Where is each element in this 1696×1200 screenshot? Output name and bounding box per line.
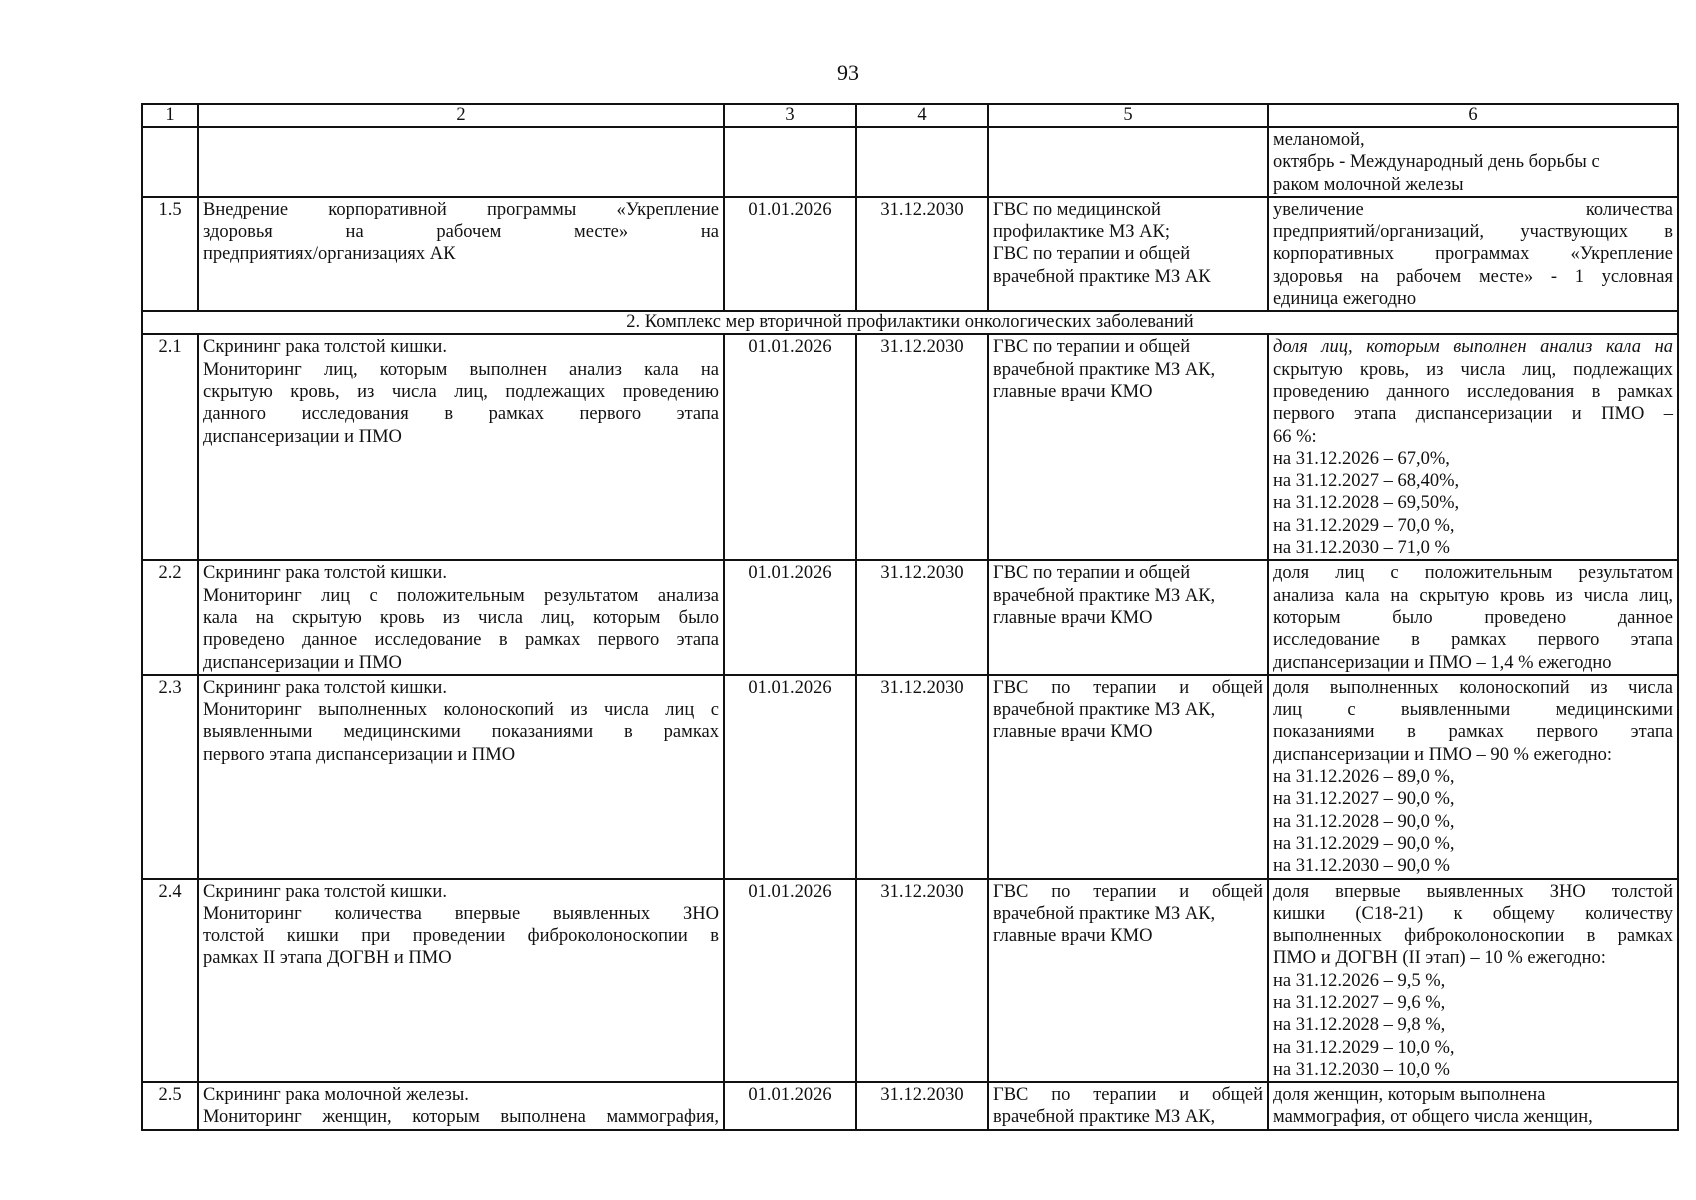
activity-cell [198,675,724,879]
indicator-line: на 31.12.2030 – 90,0 % [1273,856,1450,877]
responsible-cell [988,197,1268,311]
activity-line: данного исследования в рамках первого этапа [203,404,719,425]
indicator-line: ПМО и ДОГВН (II этап) – 10 % ежегодно: [1273,948,1606,969]
end-date-cell [856,127,988,197]
activity-line: Скрининг рака толстой кишки. [203,563,447,584]
responsible-line: главные врачи КМО [993,381,1153,402]
responsible-line: ГВС по терапии и общей [993,244,1191,265]
indicator-cell [1268,675,1678,879]
indicator-line: меланомой, [1273,130,1365,150]
indicator-line: на 31.12.2026 – 89,0 %, [1273,767,1455,788]
activity-line: здоровья на рабочем месте» на [203,222,719,243]
row-number: 2.3 [142,675,198,879]
activity-line: Мониторинг лиц, которым выполнен анализ кала на [203,359,719,380]
row-number: 2.4 [142,879,198,1083]
responsible-line: профилактике МЗ АК; [993,222,1171,243]
indicator-line: увеличение количества [1273,199,1673,220]
row-number: 2.5 [142,1082,198,1130]
responsible-line: главные врачи КМО [993,607,1153,628]
end-date-cell: 31.12.2030 [856,334,988,560]
column-header: 2 [198,104,724,127]
responsible-line: ГВС по терапии и общей [993,337,1191,358]
column-header: 6 [1268,104,1678,127]
activity-cell [198,334,724,560]
indicator-line: на 31.12.2030 – 10,0 % [1273,1059,1450,1080]
activity-line: Мониторинг лиц с положительным результатом анализа [203,585,719,606]
responsible-line: врачебной практике МЗ АК, [993,903,1216,924]
start-date-cell: 01.01.2026 [724,675,856,879]
indicator-line: доля женщин, которым выполнена [1273,1085,1546,1106]
indicator-line: октябрь - Международный день борьбы с [1273,152,1600,173]
table-row [142,560,1678,674]
column-number-row [142,104,1678,127]
table-row [142,127,1678,197]
row-number [142,127,198,197]
indicator-line: здоровья на рабочем месте» - 1 условная [1273,266,1673,287]
indicator-line: проведению данного исследования в рамках [1273,381,1673,402]
indicator-cell [1268,1082,1678,1130]
start-date-cell: 01.01.2026 [724,1082,856,1130]
responsible-line: врачебной практике МЗ АК [993,266,1211,287]
activity-line: Скрининг рака молочной железы. [203,1085,469,1106]
responsible-cell [988,334,1268,560]
activity-line: диспансеризации и ПМО [203,426,402,447]
activity-line: скрытую кровь, из числа лиц, подлежащих проведению [203,381,719,402]
table-row [142,879,1678,1083]
end-date-cell: 31.12.2030 [856,560,988,674]
section-title: 2. Комплекс мер вторичной профилактики онкологических заболеваний [142,311,1678,334]
activity-cell [198,879,724,1083]
program-table [141,103,1679,1131]
activity-line: предприятиях/организациях АК [203,244,456,265]
responsible-cell [988,560,1268,674]
indicator-line: на 31.12.2027 – 9,6 %, [1273,992,1446,1013]
indicator-line: которым было проведено данное [1273,607,1673,628]
end-date-cell: 31.12.2030 [856,675,988,879]
table-row [142,334,1678,560]
activity-line: кала на скрытую кровь из числа лиц, которым было [203,607,719,628]
section-row [142,311,1678,334]
indicator-line: анализа кала на скрытую кровь из числа лиц, [1273,585,1673,606]
end-date-cell: 31.12.2030 [856,1082,988,1130]
activity-line: Скрининг рака толстой кишки. [203,677,447,698]
activity-line: толстой кишки при проведении фиброколоноскопии в [203,926,719,947]
indicator-line: на 31.12.2029 – 70,0 %, [1273,515,1455,536]
responsible-line: главные врачи КМО [993,926,1153,947]
activity-cell [198,1082,724,1130]
activity-line: рамках II этапа ДОГВН и ПМО [203,948,452,969]
indicator-line: доля лиц, которым выполнен анализ кала на [1273,337,1673,358]
responsible-cell [988,675,1268,879]
responsible-line: врачебной практике МЗ АК, [993,1107,1216,1128]
indicator-line: доля лиц с положительным результатом [1273,563,1673,584]
responsible-line: ГВС по медицинской [993,199,1161,220]
start-date-cell: 01.01.2026 [724,560,856,674]
responsible-line: ГВС по терапии и общей [993,881,1263,902]
indicator-line: на 31.12.2027 – 90,0 %, [1273,789,1455,810]
row-number: 2.2 [142,560,198,674]
page-number: 93 [837,60,859,85]
activity-line: первого этапа диспансеризации и ПМО [203,744,516,765]
activity-cell [198,127,724,197]
indicator-line: на 31.12.2029 – 90,0 %, [1273,833,1455,854]
row-number: 2.1 [142,334,198,560]
start-date-cell [724,127,856,197]
activity-line: диспансеризации и ПМО [203,652,402,673]
activity-line: Внедрение корпоративной программы «Укрепление [203,199,719,220]
indicator-line: раком молочной железы [1273,174,1464,195]
column-header: 3 [724,104,856,127]
indicator-line: предприятий/организаций, участвующих в [1273,222,1673,243]
indicator-line: лиц с выявленными медицинскими [1273,700,1673,721]
indicator-line: кишки (C18-21) к общему количеству [1273,903,1673,924]
indicator-cell [1268,560,1678,674]
indicator-line: на 31.12.2027 – 68,40%, [1273,471,1460,492]
activity-line: Скрининг рака толстой кишки. [203,337,447,358]
indicator-line: доля выполненных колоноскопий из числа [1273,677,1673,698]
column-header: 5 [988,104,1268,127]
end-date-cell: 31.12.2030 [856,879,988,1083]
activity-line: Мониторинг количества впервые выявленных ЗНО [203,903,719,924]
responsible-line: главные врачи КМО [993,722,1153,743]
responsible-line: ГВС по терапии и общей [993,563,1191,584]
indicator-line: на 31.12.2028 – 90,0 %, [1273,811,1455,832]
start-date-cell: 01.01.2026 [724,334,856,560]
indicator-line: маммография, от общего числа женщин, [1273,1107,1593,1128]
responsible-line: ГВС по терапии и общей [993,1085,1263,1106]
responsible-cell [988,1082,1268,1130]
responsible-line: врачебной практике МЗ АК, [993,585,1216,606]
responsible-cell [988,127,1268,197]
activity-cell [198,560,724,674]
start-date-cell: 01.01.2026 [724,879,856,1083]
table-row [142,675,1678,879]
responsible-line: врачебной практике МЗ АК, [993,359,1216,380]
start-date-cell: 01.01.2026 [724,197,856,311]
indicator-line: выполненных фиброколоноскопии в рамках [1273,926,1673,947]
indicator-line: скрытую кровь, из числа лиц, подлежащих [1273,359,1673,380]
end-date-cell: 31.12.2030 [856,197,988,311]
activity-line: проведено данное исследование в рамках первого этапа [203,630,719,651]
responsible-cell [988,879,1268,1083]
indicator-line: 66 %: [1273,426,1317,447]
activity-line: Мониторинг женщин, которым выполнена маммография, [203,1107,719,1128]
indicator-line: на 31.12.2028 – 9,8 %, [1273,1015,1446,1036]
indicator-line: на 31.12.2026 – 67,0%, [1273,448,1450,469]
column-header: 1 [142,104,198,127]
indicator-cell [1268,197,1678,311]
indicator-cell [1268,127,1678,197]
table-row [142,1082,1678,1130]
indicator-line: показаниями в рамках первого этапа [1273,722,1673,743]
table-row [142,197,1678,311]
responsible-line: ГВС по терапии и общей [993,677,1263,698]
activity-line: Мониторинг выполненных колоноскопий из числа лиц с [203,700,719,721]
indicator-line: единица ежегодно [1273,289,1417,310]
indicator-line: первого этапа диспансеризации и ПМО – [1273,404,1673,425]
indicator-line: диспансеризации и ПМО – 90 % ежегодно: [1273,744,1613,765]
activity-line: Скрининг рака толстой кишки. [203,881,447,902]
indicator-line: исследование в рамках первого этапа [1273,630,1673,651]
activity-cell [198,197,724,311]
indicator-line: на 31.12.2026 – 9,5 %, [1273,970,1446,991]
indicator-cell [1268,879,1678,1083]
indicator-line: диспансеризации и ПМО – 1,4 % ежегодно [1273,652,1612,673]
indicator-line: на 31.12.2030 – 71,0 % [1273,538,1450,559]
indicator-line: доля впервые выявленных ЗНО толстой [1273,881,1673,902]
indicator-line: на 31.12.2028 – 69,50%, [1273,493,1460,514]
row-number: 1.5 [142,197,198,311]
activity-line: выявленными медицинскими показаниями в рамках [203,722,719,743]
indicator-line: корпоративных программах «Укрепление [1273,244,1673,265]
indicator-line: на 31.12.2029 – 10,0 %, [1273,1037,1455,1058]
responsible-line: врачебной практике МЗ АК, [993,700,1216,721]
indicator-cell [1268,334,1678,560]
column-header: 4 [856,104,988,127]
